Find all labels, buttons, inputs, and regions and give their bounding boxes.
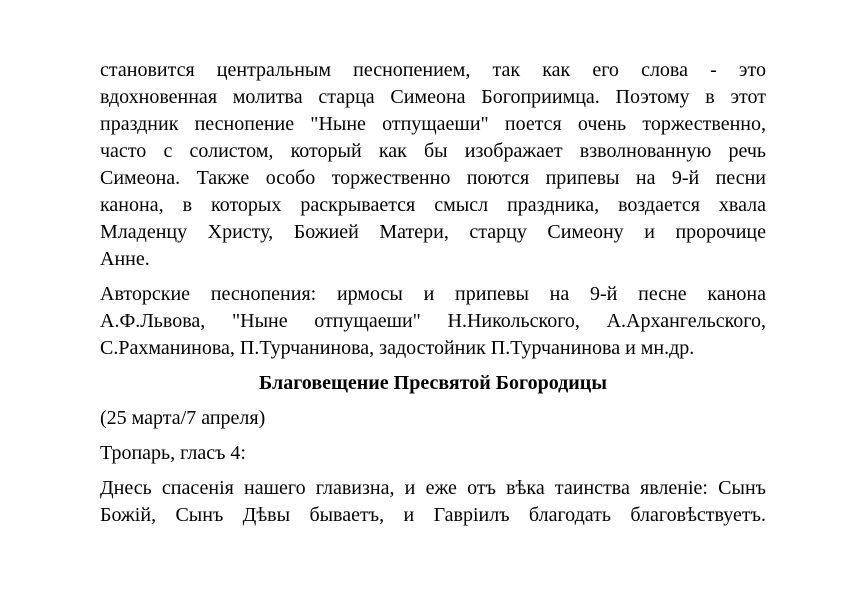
paragraph-candlemas-description bbox=[100, 57, 766, 273]
text-line: праздник песнопение "Ныне отпущаеши" поется очень торжественно, bbox=[100, 113, 766, 135]
feast-date: (25 марта/7 апреля) bbox=[100, 407, 266, 429]
text-line: часто с солистом, который как бы изображает взволнованную речь bbox=[100, 140, 766, 162]
text-line: Днесь спасенія нашего главизна, и еже отъ вѣка таинства явленіе: Сынъ bbox=[100, 477, 766, 499]
text-line: С.Рахманинова, П.Турчанинова, задостойник П.Турчанинова и мн.др. bbox=[100, 337, 695, 359]
section-heading: Благовещение Пресвятой Богородицы bbox=[259, 372, 607, 394]
paragraph-troparion-text bbox=[100, 475, 766, 529]
paragraph-author-chants bbox=[100, 281, 766, 362]
text-line: А.Ф.Львова, "Ныне отпущаеши" Н.Никольского, А.Архангельского, bbox=[100, 310, 766, 332]
text-line: Симеона. Также особо торжественно поются припевы на 9-й песни bbox=[100, 167, 766, 189]
troparion-label: Тропарь, гласъ 4: bbox=[100, 442, 246, 464]
text-line: канона, в которых раскрывается смысл праздника, воздается хвала bbox=[100, 194, 766, 216]
text-line: становится центральным песнопением, так как его слова - это bbox=[100, 59, 766, 81]
text-line: Младенцу Христу, Божией Матери, старцу Симеону и пророчице bbox=[100, 221, 766, 243]
text-line: Анне. bbox=[100, 248, 150, 270]
text-line: Авторские песнопения: ирмосы и припевы на 9-й песне канона bbox=[100, 283, 766, 305]
text-line: вдохновенная молитва старца Симеона Богоприимца. Поэтому в этот bbox=[100, 86, 766, 108]
document-page bbox=[100, 57, 766, 529]
text-line: Божій, Сынъ Дѣвы бываетъ, и Гавріилъ благодать благовѣствуетъ. bbox=[100, 504, 766, 526]
